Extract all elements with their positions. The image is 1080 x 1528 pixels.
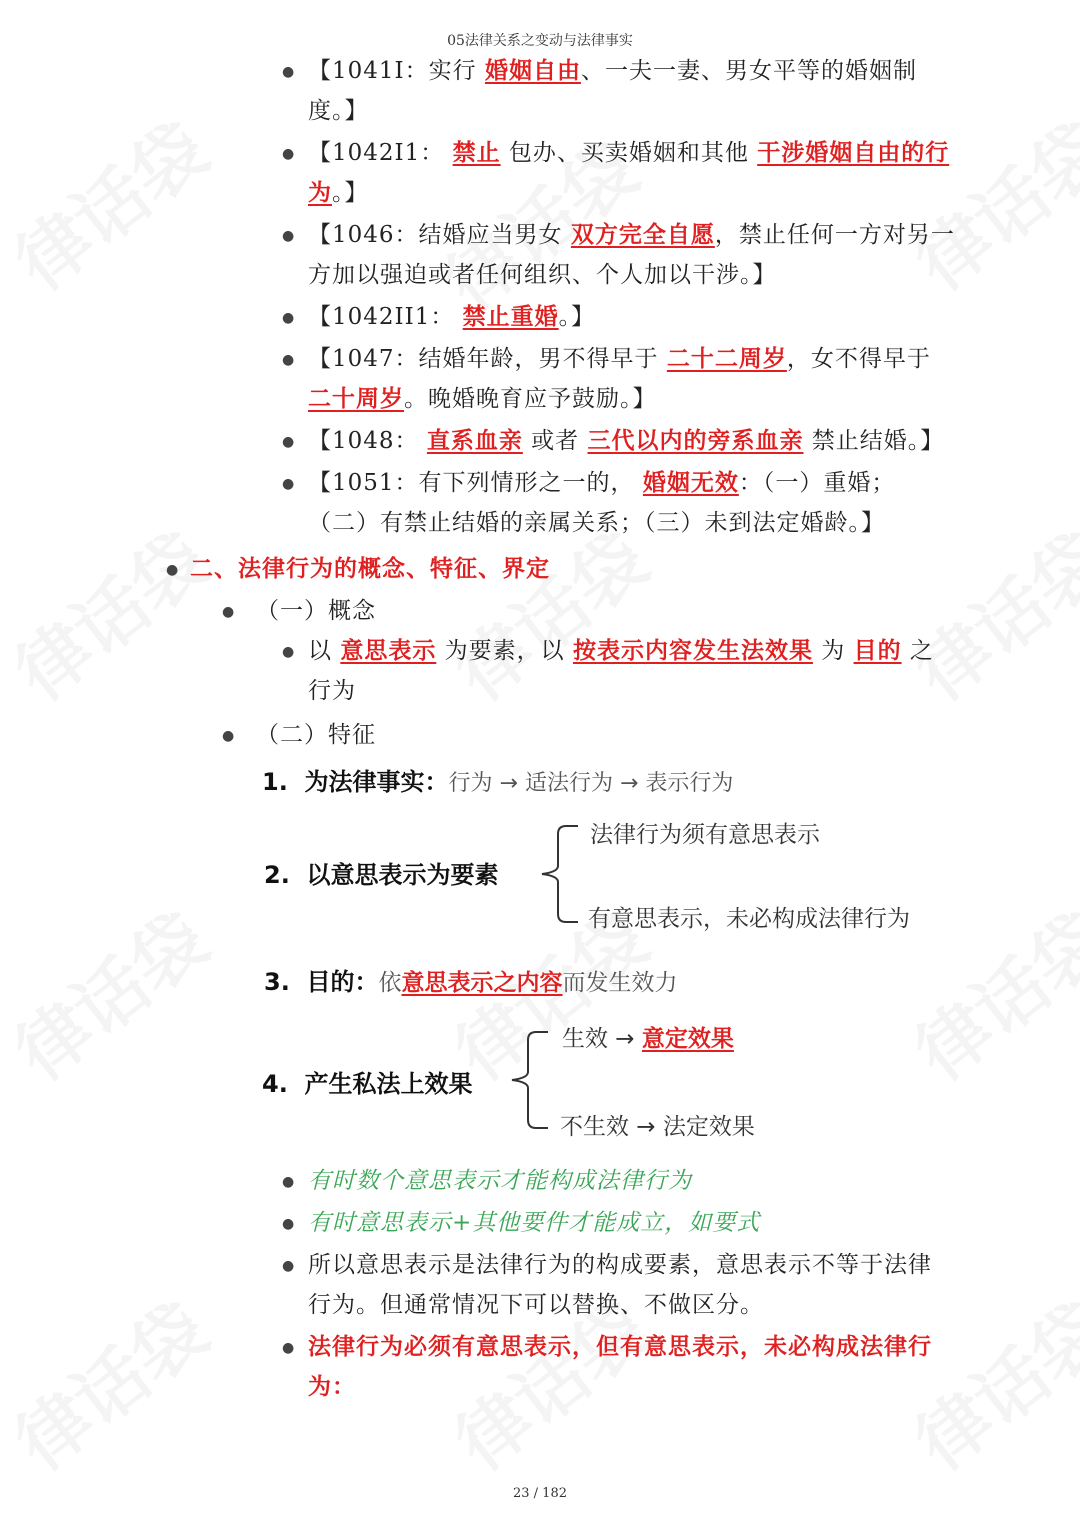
paragraph-cont: 行为。但通常情况下可以替换、不做区分。 [308, 1292, 764, 1318]
paragraph: 所以意思表示是法律行为的构成要素，意思表示不等于法律 [308, 1252, 932, 1278]
article-1042-1-cont: 为。】 [308, 179, 369, 206]
bullet: ● [282, 228, 295, 244]
article-1046-cont: 方加以强迫或者任何组织、个人加以干涉。】 [308, 262, 777, 288]
feature-2-bottom: 有意思表示，未必构成法律行为 [588, 906, 910, 932]
page-header: 05法律关系之变动与法律事实 [447, 33, 633, 49]
bullet: ● [282, 1216, 295, 1232]
feature-4: 4. 产生私法上效果 [262, 1070, 473, 1098]
article-1048: 【1048： 直系血亲 或者 三代以内的旁系血亲 禁止结婚。】 [308, 427, 945, 454]
feature-2: 2. 以意思表示为要素 [264, 861, 499, 889]
concept-text: 以 意思表示 为要素，以 按表示内容发生法效果 为 目的 之 [308, 637, 934, 664]
bullet: ● [282, 1174, 295, 1190]
feature-2-top: 法律行为须有意思表示 [590, 822, 820, 848]
bullet: ● [282, 1340, 295, 1356]
note-2: 有时意思表示+其他要件才能成立，如要式 [308, 1210, 761, 1236]
final-note: 法律行为必须有意思表示，但有意思表示，未必构成法律行 [308, 1333, 932, 1360]
article-1042-2: 【1042II1： 禁止重婚。】 [308, 303, 596, 330]
feature-1: 1. 为法律事实：行为 → 适法行为 → 表示行为 [262, 768, 734, 796]
watermark [0, 95, 225, 310]
article-1051: 【1051：有下列情形之一的， 婚姻无效：（一）重婚； [308, 469, 896, 496]
article-1047-cont: 二十周岁。晚婚晚育应予鼓励。】 [308, 385, 657, 412]
bullet: ● [282, 146, 295, 162]
feature-label: （二）特征 [256, 722, 376, 748]
concept-label: （一）概念 [256, 598, 376, 624]
article-1042-1: 【1042I1： 禁止 包办、买卖婚姻和其他 干涉婚姻自由的行 [308, 139, 950, 166]
section-title: 二、法律行为的概念、特征、界定 [190, 555, 550, 582]
article-1047: 【1047：结婚年龄，男不得早于 二十二周岁，女不得早于 [308, 345, 931, 372]
watermark [891, 505, 1080, 720]
bullet: ● [282, 352, 295, 368]
bullet: ● [222, 728, 235, 744]
note-1: 有时数个意思表示才能构成法律行为 [308, 1168, 692, 1194]
watermark [891, 95, 1080, 310]
bullet: ● [166, 562, 179, 578]
final-note-cont: 为： [308, 1373, 356, 1400]
watermark [891, 1275, 1080, 1490]
article-1041-cont: 度。】 [308, 98, 369, 124]
bullet: ● [282, 1258, 295, 1274]
feature-3: 3. 目的：依意思表示之内容而发生效力 [264, 968, 678, 996]
article-1051-cont: （二）有禁止结婚的亲属关系；（三）未到法定婚龄。】 [308, 510, 885, 536]
watermark [0, 505, 225, 720]
watermark [891, 885, 1080, 1100]
bullet: ● [282, 310, 295, 326]
article-1041: 【1041I：实行 婚姻自由、一夫一妻、男女平等的婚姻制 [308, 57, 917, 84]
article-1046: 【1046：结婚应当男女 双方完全自愿，禁止任何一方对另一 [308, 221, 955, 248]
feature-4-top: 生效 → 意定效果 [562, 1025, 734, 1052]
bracket-4 [508, 1028, 558, 1132]
concept-text-cont: 行为 [308, 678, 356, 704]
bracket-2 [538, 822, 588, 926]
watermark [0, 885, 225, 1100]
feature-4-bottom: 不生效 → 法定效果 [560, 1114, 755, 1140]
watermark [0, 1275, 225, 1490]
bullet: ● [282, 476, 295, 492]
bullet: ● [222, 604, 235, 620]
bullet: ● [282, 434, 295, 450]
bullet: ● [282, 644, 295, 660]
page-number: 23 / 182 [513, 1486, 567, 1501]
bullet: ● [282, 64, 295, 80]
